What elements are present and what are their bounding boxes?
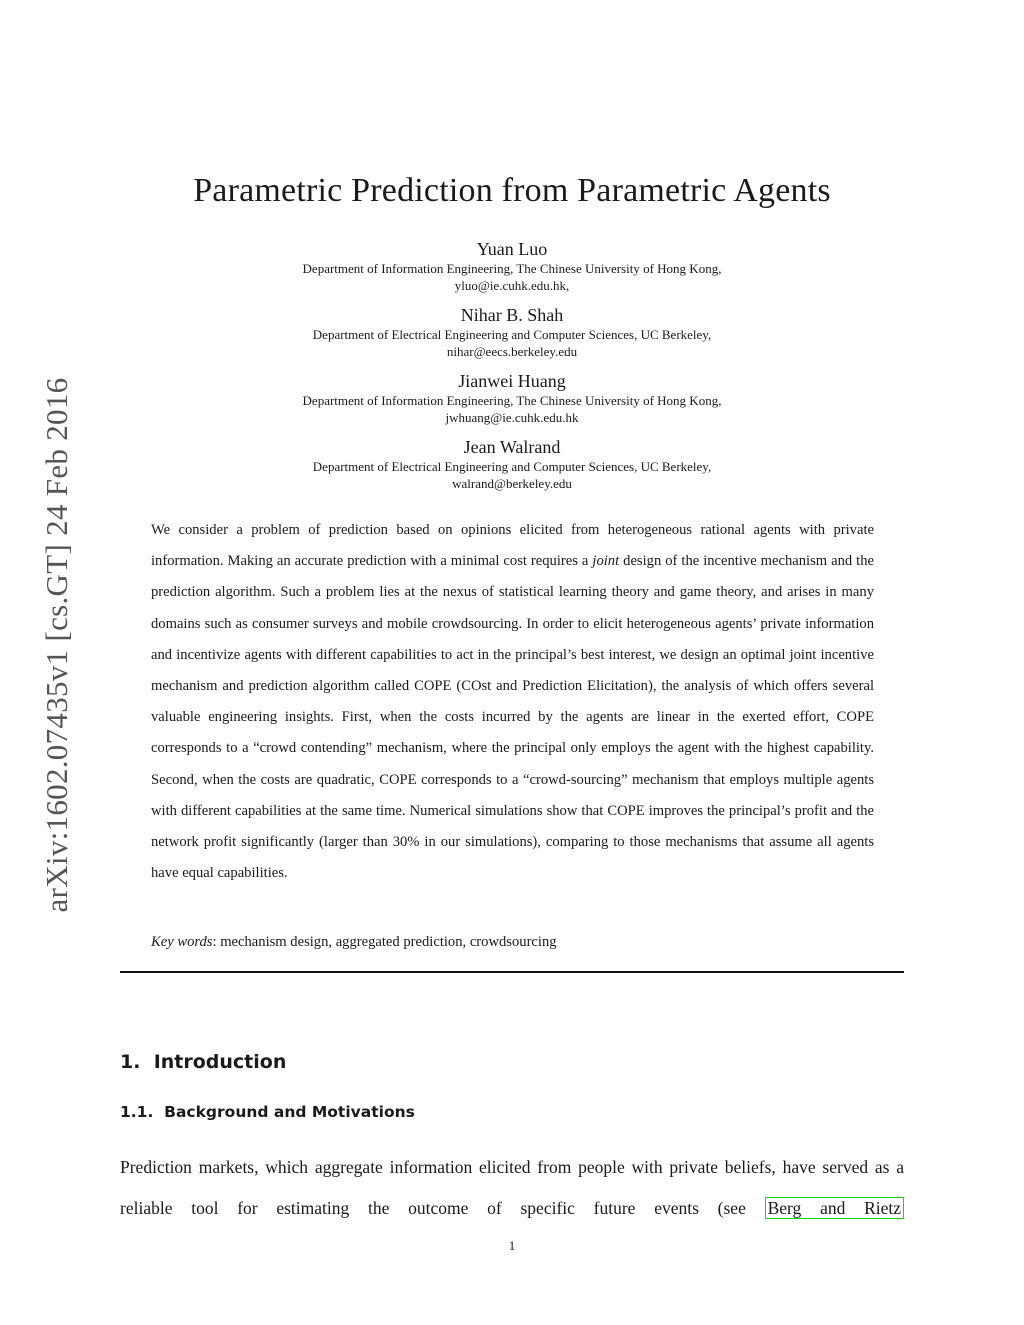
author-email[interactable]: walrand@berkeley.edu bbox=[452, 476, 572, 491]
author-affiliation: Department of Information Engineering, The Chinese University of Hong Kong, bbox=[302, 261, 722, 276]
author-block bbox=[0, 436, 1024, 492]
abstract bbox=[151, 515, 874, 889]
author-affiliation: Department of Electrical Engineering and Computer Sciences, UC Berkeley, bbox=[312, 459, 712, 474]
paper-title: Parametric Prediction from Parametric Agents bbox=[193, 172, 831, 209]
author-email[interactable]: jwhuang@ie.cuhk.edu.hk bbox=[445, 410, 579, 425]
section-number: 1. bbox=[120, 1051, 141, 1073]
keywords: Key words: mechanism design, aggregated prediction, crowdsourcing bbox=[151, 934, 557, 950]
section-title: Introduction bbox=[153, 1051, 287, 1073]
intro-paragraph bbox=[120, 1147, 904, 1229]
author-affiliation: Department of Electrical Engineering and Computer Sciences, UC Berkeley, bbox=[312, 327, 712, 342]
abstract-text: We consider a problem of prediction based on opinions elicited from heterogeneous rational agents with private information. Making an accurate prediction with a minimal cost requires a bbox=[151, 522, 874, 570]
arxiv-identifier: arXiv:1602.07435v1 [cs.GT] 24 Feb 2016 bbox=[39, 377, 74, 913]
author-name: Yuan Luo bbox=[476, 239, 548, 259]
page-number: 1 bbox=[508, 1238, 516, 1253]
subsection-title: Background and Motivations bbox=[164, 1103, 415, 1121]
author-block bbox=[0, 238, 1024, 294]
section-heading bbox=[120, 1051, 286, 1073]
author-block bbox=[0, 370, 1024, 426]
author-email[interactable]: nihar@eecs.berkeley.edu bbox=[446, 344, 578, 359]
author-block bbox=[0, 304, 1024, 360]
author-name: Nihar B. Shah bbox=[460, 305, 564, 325]
intro-text: Prediction markets, which aggregate information elicited from people with private beliefs, have served as a reliable tool for estimating the outcome of specific future events (see bbox=[120, 1157, 904, 1218]
author-name: Jean Walrand bbox=[463, 437, 561, 457]
citation-link[interactable]: Berg and Rietz bbox=[765, 1197, 904, 1219]
keywords-text: mechanism design, aggregated prediction, crowdsourcing bbox=[220, 934, 557, 950]
author-name: Jianwei Huang bbox=[458, 371, 566, 391]
abstract-divider bbox=[120, 971, 904, 973]
abstract-emphasis: joint bbox=[592, 553, 620, 570]
subsection-heading bbox=[120, 1103, 415, 1121]
abstract-text: design of the incentive mechanism and the prediction algorithm. Such a problem lies at the nexus of statistical learning theory and game theory, and arises in many domains such as consumer surveys and mobile crowdsourcing. In order to elicit heterogeneous agents’ private information and incentivize agents with different capabilities to act in the principal’s best interest, we design an optimal joint incentive mechanism and prediction algorithm called COPE (COst and Prediction Elicitation), the analysis of which offers several valuable engineering insights. First, when the costs incurred by the agents are linear in the exerted effort, COPE corresponds to a “crowd contending” mechanism, where the principal only employs the agent with the highest capability. Second, when the costs are quadratic, COPE corresponds to a “crowd-sourcing” mechanism that employs multiple agents with different capabilities at the same time. Numerical simulations show that COPE improves the principal’s profit and the network profit significantly (larger than 30% in our simulations), comparing to those mechanisms that assume all agents have equal capabilities. bbox=[151, 553, 875, 882]
author-email[interactable]: yluo@ie.cuhk.edu.hk, bbox=[454, 278, 570, 293]
keywords-label: Key words bbox=[151, 934, 213, 950]
subsection-number: 1.1. bbox=[120, 1103, 154, 1121]
author-affiliation: Department of Information Engineering, The Chinese University of Hong Kong, bbox=[302, 393, 722, 408]
